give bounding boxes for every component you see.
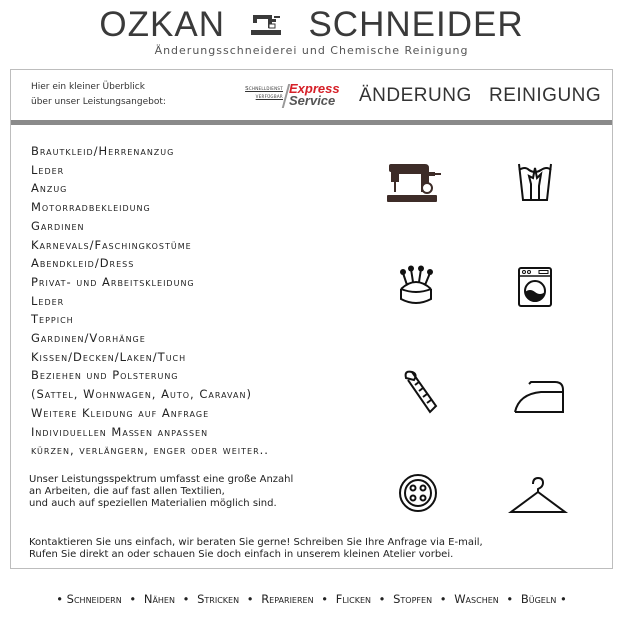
intro-text	[31, 80, 166, 110]
service-word: Service	[289, 93, 336, 108]
footer-separator: •	[56, 592, 64, 606]
footer-item: Bügeln	[520, 592, 557, 606]
footer-item: Reparieren	[261, 592, 314, 606]
footer-separator: •	[246, 592, 254, 606]
footer-separator: •	[182, 592, 190, 606]
service-item: Leder	[31, 293, 65, 308]
footer-item: Stopfen	[393, 592, 433, 606]
contact-line-2: Rufen Sie direkt an oder schauen Sie doch einfach in unserem kleinen Atelier vorbei.	[29, 549, 454, 560]
iron-icon	[511, 376, 567, 416]
service-item: Kissen/Decken/Laken/Tuch	[31, 349, 187, 364]
footer-separator: •	[559, 592, 567, 606]
header-divider-band	[11, 120, 612, 125]
footer-separator: •	[439, 592, 447, 606]
brand-title	[0, 2, 623, 46]
footer-item: Schneidern	[66, 592, 122, 606]
pin-cushion-icon	[393, 265, 439, 309]
spectrum-line-3: und auch auf speziellen Materialien möglich sind.	[29, 498, 277, 509]
contact-text	[29, 537, 483, 561]
button-icon	[397, 472, 439, 514]
footer-item: Nähen	[143, 592, 175, 606]
spectrum-line-1: Unser Leistungsspektrum umfasst eine große Anzahl	[29, 474, 294, 485]
washing-machine-icon	[517, 266, 553, 308]
footer-separator: •	[506, 592, 514, 606]
service-item: Motorradbekleidung	[31, 200, 151, 215]
column-header-aenderung: ÄNDERUNG	[359, 85, 472, 106]
express-small-text	[227, 85, 283, 101]
spectrum-line-2: an Arbeiten, die auf fast allen Textilien,	[29, 486, 225, 497]
brand-subtitle: Änderungsschneiderei und Chemische Reinigung	[154, 43, 469, 57]
footer-separator: •	[129, 592, 137, 606]
service-item: Weitere Kleidung auf Anfrage	[31, 405, 210, 420]
column-header-reinigung: REINIGUNG	[489, 85, 602, 106]
hanger-icon	[507, 474, 569, 518]
service-item: Gardinen/Vorhänge	[31, 331, 146, 346]
brand-header	[0, 2, 623, 57]
contact-line-1: Kontaktieren Sie uns einfach, wir beraten Sie gerne! Schreiben Sie Ihre Anfrage via E-mail,	[29, 537, 483, 548]
intro-line-1: Hier ein kleiner Überblick	[31, 82, 145, 92]
services-list	[31, 142, 269, 460]
service-item: Teppich	[31, 312, 74, 327]
service-item: kürzen, verlängern, enger oder weiter..	[31, 443, 269, 458]
footer-separator: •	[378, 592, 386, 606]
express-small-line-2: verfügbar	[255, 94, 283, 100]
intro-line-2: über unser Leistungsangebot:	[31, 97, 166, 107]
express-small-line-1: Schnelldienst	[245, 86, 283, 92]
service-item: (Sattel, Wohnwagen, Auto, Caravan)	[31, 387, 252, 402]
footer-separator: •	[321, 592, 329, 606]
brand-title-left: OZKAN	[99, 4, 225, 44]
service-item: Abendkleid/Dress	[31, 256, 135, 271]
brand-title-right: SCHNEIDER	[308, 4, 524, 44]
service-item: Individuellen Maßen anpassen	[31, 424, 209, 439]
service-item: Anzug	[31, 181, 68, 196]
hand-wash-icon	[515, 160, 555, 204]
service-card	[10, 69, 613, 569]
express-service-badge	[227, 81, 347, 108]
measuring-tape-icon	[400, 368, 440, 416]
service-item: Beziehen und Polsterung	[31, 368, 179, 383]
services-footer	[0, 592, 623, 606]
footer-item: Flicken	[335, 592, 372, 606]
spectrum-text	[29, 474, 293, 510]
service-item: Brautkleid/Herrenanzug	[31, 144, 175, 158]
express-word: Express	[289, 81, 340, 96]
sewing-machine-logo-icon	[250, 13, 282, 37]
service-item: Leder	[31, 162, 65, 177]
footer-item: Waschen	[454, 592, 499, 606]
service-item: Gardinen	[31, 218, 85, 233]
sewing-machine-icon	[385, 162, 445, 206]
service-item: Privat- und Arbeitskleidung	[31, 274, 195, 289]
service-item: Karnevals/Faschingkostüme	[31, 237, 192, 252]
footer-item: Stricken	[197, 592, 240, 606]
